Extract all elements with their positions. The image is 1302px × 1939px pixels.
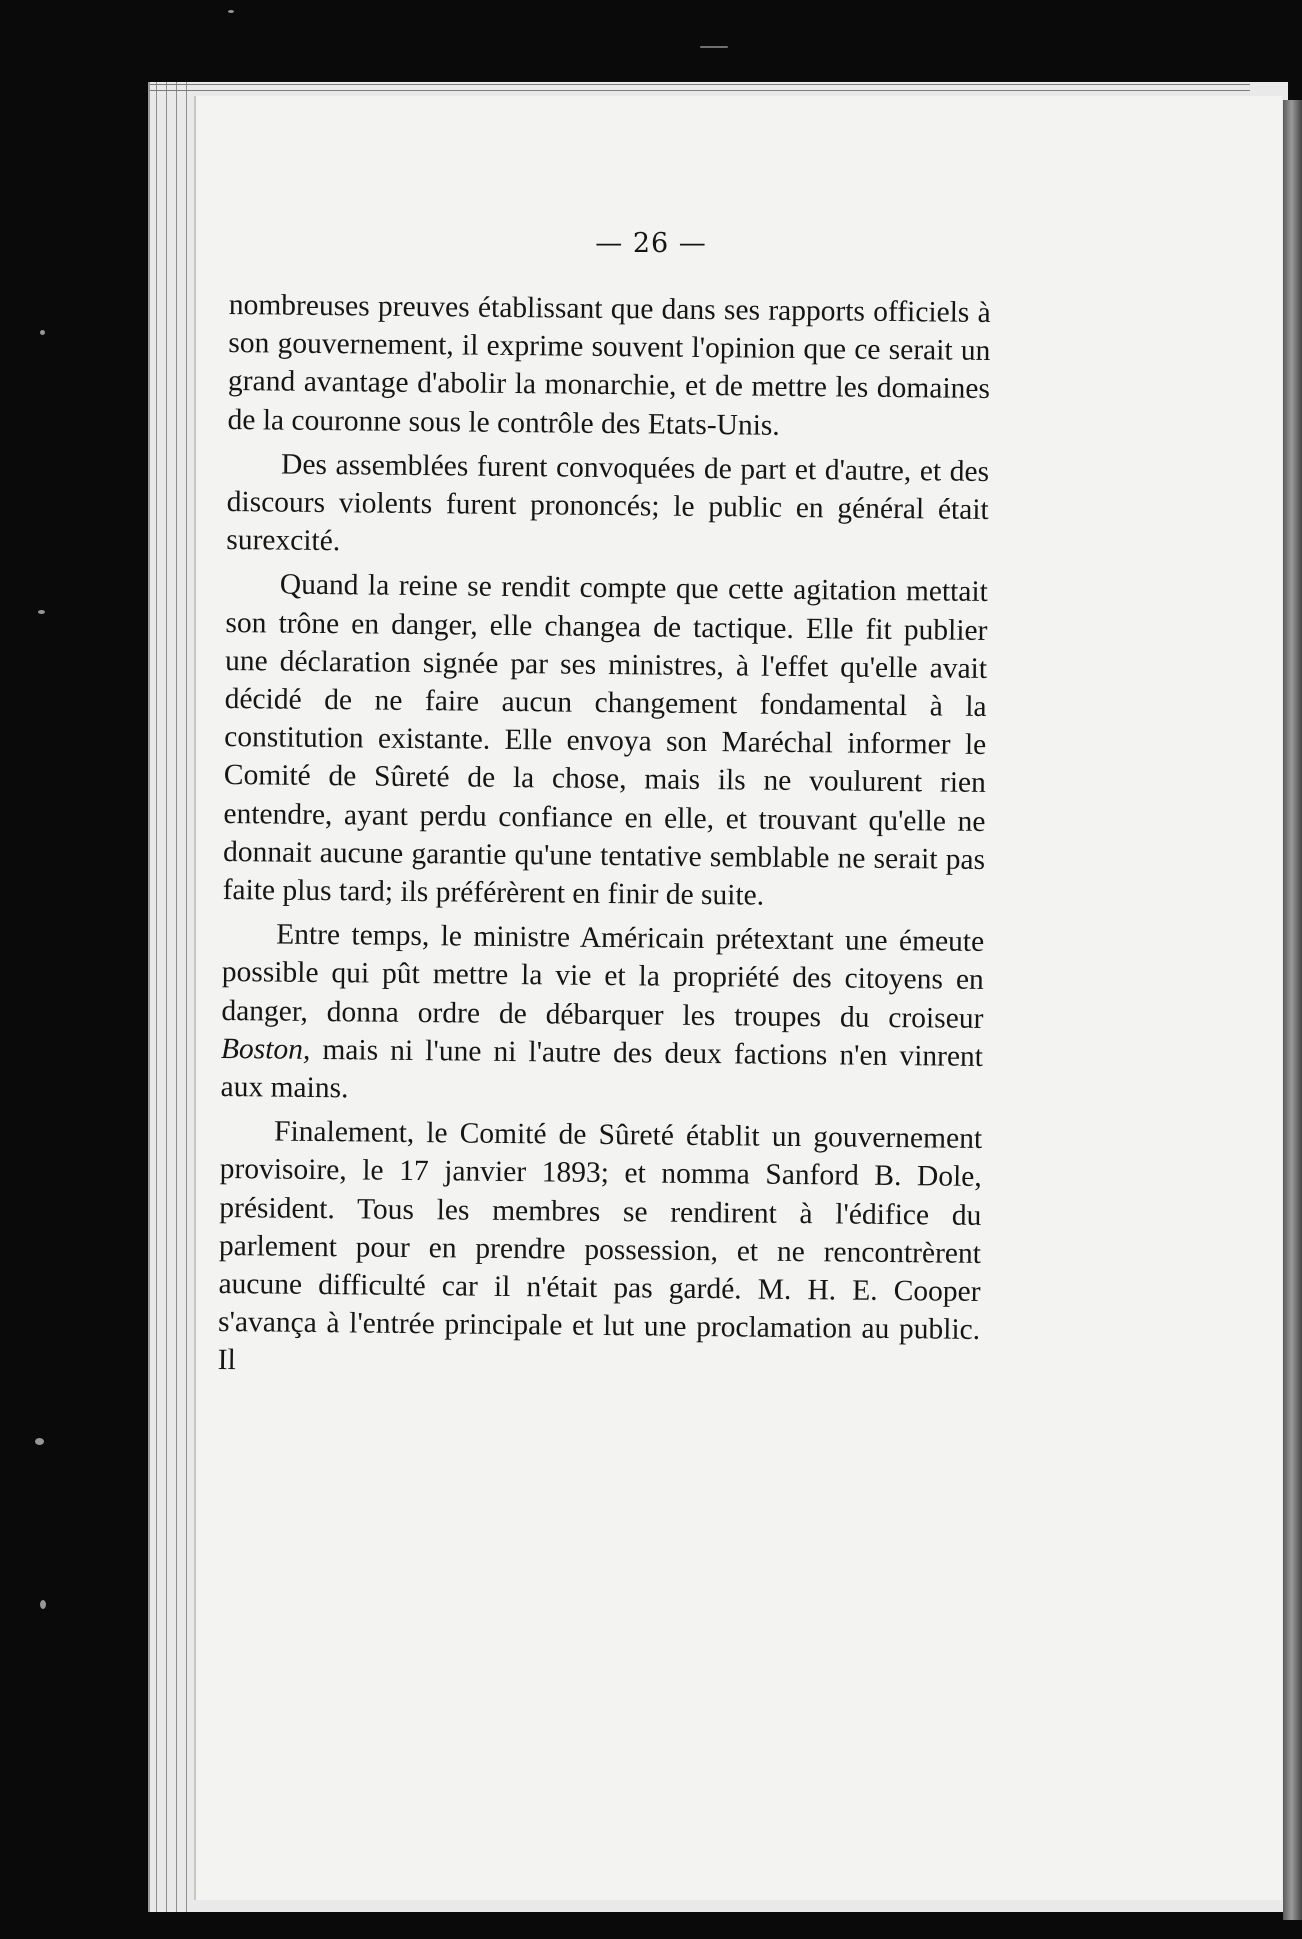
- paragraph-4-text-end: mais ni l'une ni l'autre des deux factions n'en vinrent aux mains.: [220, 1033, 984, 1105]
- paragraph-2: Des assemblées furent convoquées de part et d'autre, et des discours violents furent prononcés; le public en général était surexcité.: [226, 448, 990, 558]
- page-edge-line: [186, 82, 187, 1912]
- dust-speck: [228, 10, 234, 13]
- dust-speck: [38, 610, 45, 614]
- page-edge-line: [166, 82, 167, 1912]
- dust-speck: [35, 1438, 44, 1445]
- paragraph-3: Quand la reine se rendit compte que cette agitation mettait son trône en danger, elle changea de tactique. Elle fit publier une déclaration signée par ses ministres, à l'effet qu'elle avait décidé de ne faire aucun changement fondamental à la constitution existante. Elle envoya son Maréchal informer le Comité de Sûreté de la chose, mais ils ne voulurent rien entendre, ayant perdu confiance en elle, et trouvant qu'elle ne donnait aucune garantie qu'une tentative semblable ne serait pas faite plus tard; ils préférèrent en finir de suite.: [222, 568, 989, 912]
- ship-name: Boston,: [220, 1032, 311, 1066]
- paragraph-4: [220, 915, 984, 1114]
- page-edge-line: [150, 90, 1250, 91]
- dust-speck: [40, 330, 45, 335]
- dust-speck: [700, 46, 728, 48]
- page-number: — 26 —: [595, 228, 707, 259]
- paragraph-1: nombreuses preuves établissant que dans ses rapports officiels à son gouvernement, il exprime souvent l'opinion que ce serait un grand avantage d'abolir la monarchie, et de mettre les domaines de la couronne sous le contrôle des Etats-Unis.: [227, 288, 991, 442]
- paragraph-5: Finalement, le Comité de Sûreté établit un gouvernement provisoire, le 17 janvier 1893; et nomma Sanford B. Dole, président. Tous les membres se rendirent à l'édifice du parlement pour en prendre possession, et ne rencontrèrent aucune difficulté car il n'était pas gardé. M. H. E. Cooper s'avança à l'entrée principale et lut une proclamation au public. Il: [217, 1115, 983, 1377]
- page-right-edge: [1283, 100, 1302, 1920]
- page-edge-line: [176, 82, 177, 1912]
- page-edge-line: [150, 84, 1250, 85]
- body-text: [217, 286, 990, 1394]
- paragraph-4-text-start: Entre temps, le ministre Américain prétextant une émeute possible qui pût mettre la vie et la propriété des citoyens en danger, donna ordre de débarquer les troupes du croiseur: [221, 918, 985, 1035]
- page-edge-line: [156, 82, 157, 1912]
- dust-speck: [40, 1600, 46, 1609]
